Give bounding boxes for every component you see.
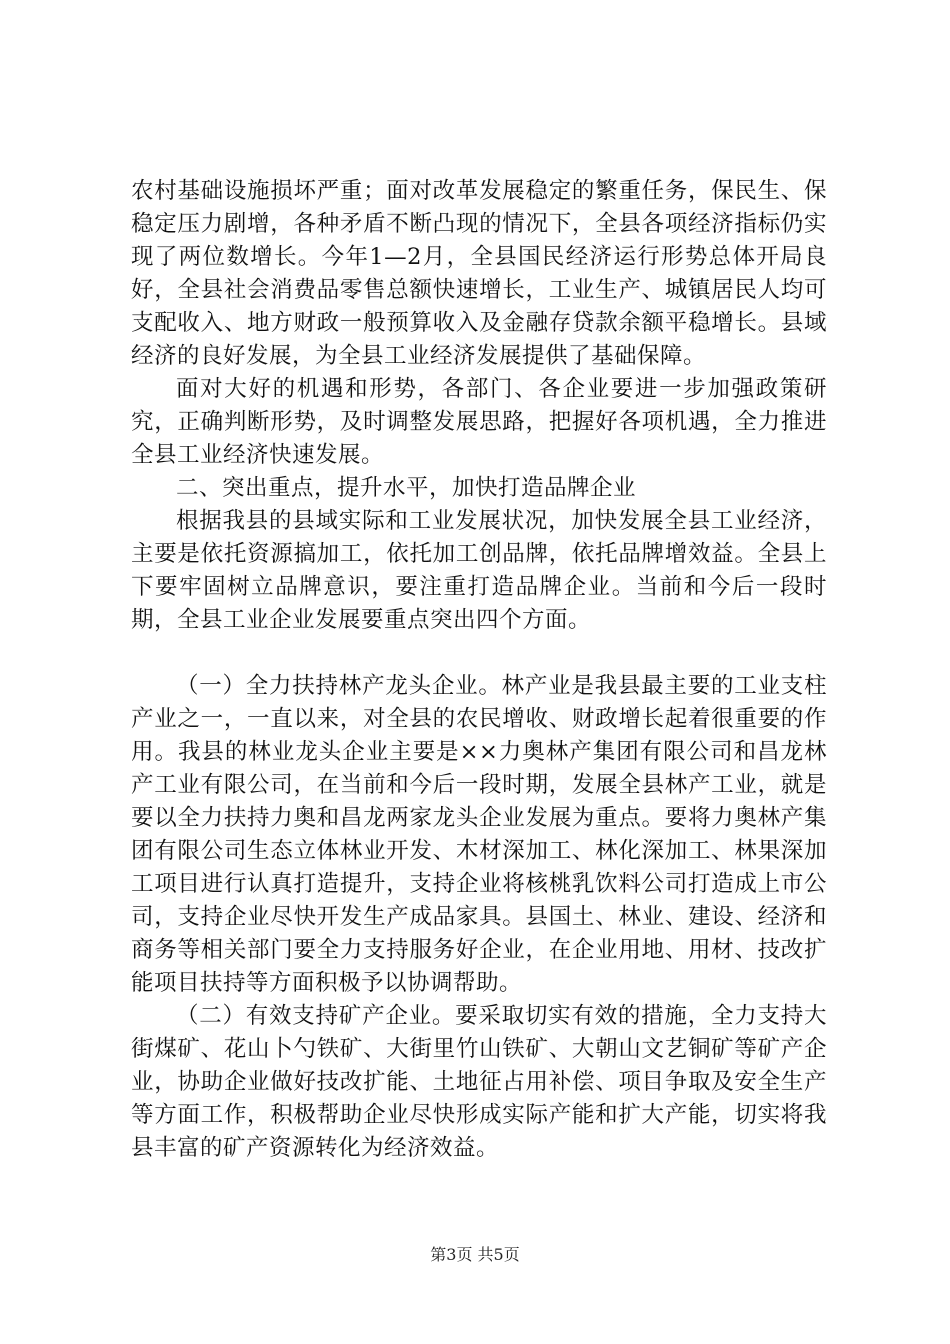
section-heading: 二、突出重点，提升水平，加快打造品牌企业 (176, 475, 637, 501)
paragraph-brand: 根据我县的县域实际和工业发展状况，加快发展全县工业经济，主要是依托资源搞加工，依托加工创品牌，依托品牌增效益。全县上下要牢固树立品牌意识，要注重打造品牌企业。当前和今后一段时期，全县工业企业发展要重点突出四个方面。 (131, 508, 827, 633)
page-number-footer: 第3页 共5页 (430, 1245, 520, 1264)
paragraph-forestry: （一）全力扶持林产龙头企业。林产业是我县最主要的工业支柱产业之一，一直以来，对全县的农民增收、财政增长起着很重要的作用。我县的林业龙头企业主要是××力奥林产集团有限公司和昌龙林产工业有限公司，在当前和今后一段时期，发展全县林产工业，就是要以全力扶持力奥和昌龙两家龙头企业发展为重点。要将力奥林产集团有限公司生态立体林业开发、木材深加工、林化深加工、林果深加工项目进行认真打造提升，支持企业将核桃乳饮料公司打造成上市公司，支持企业尽快开发生产成品家具。县国土、林业、建设、经济和商务等相关部门要全力支持服务好企业，在企业用地、用材、技改扩能项目扶持等方面积极予以协调帮助。 (131, 673, 827, 996)
document-body (131, 175, 827, 1165)
paragraph-continued: 农村基础设施损坏严重；面对改革发展稳定的繁重任务，保民生、保稳定压力剧增，各种矛盾不断凸现的情况下，全县各项经济指标仍实现了两位数增长。今年1—2月，全县国民经济运行形势总体开局良好，全县社会消费品零售总额快速增长，工业生产、城镇居民人均可支配收入、地方财政一般预算收入及金融存贷款余额平稳增长。县域经济的良好发展，为全县工业经济发展提供了基础保障。 (131, 178, 827, 369)
paragraph-mining: （二）有效支持矿产企业。要采取切实有效的措施，全力支持大街煤矿、花山卜勺铁矿、大街里竹山铁矿、大朝山文艺铜矿等矿产企业，协助企业做好技改扩能、土地征占用补偿、项目争取及安全生产等方面工作，积极帮助企业尽快形成实际产能和扩大产能，切实将我县丰富的矿产资源转化为经济效益。 (131, 1003, 827, 1161)
paragraph-opportunity: 面对大好的机遇和形势，各部门、各企业要进一步加强政策研究，正确判断形势，及时调整发展思路，把握好各项机遇，全力推进全县工业经济快速发展。 (131, 376, 827, 468)
